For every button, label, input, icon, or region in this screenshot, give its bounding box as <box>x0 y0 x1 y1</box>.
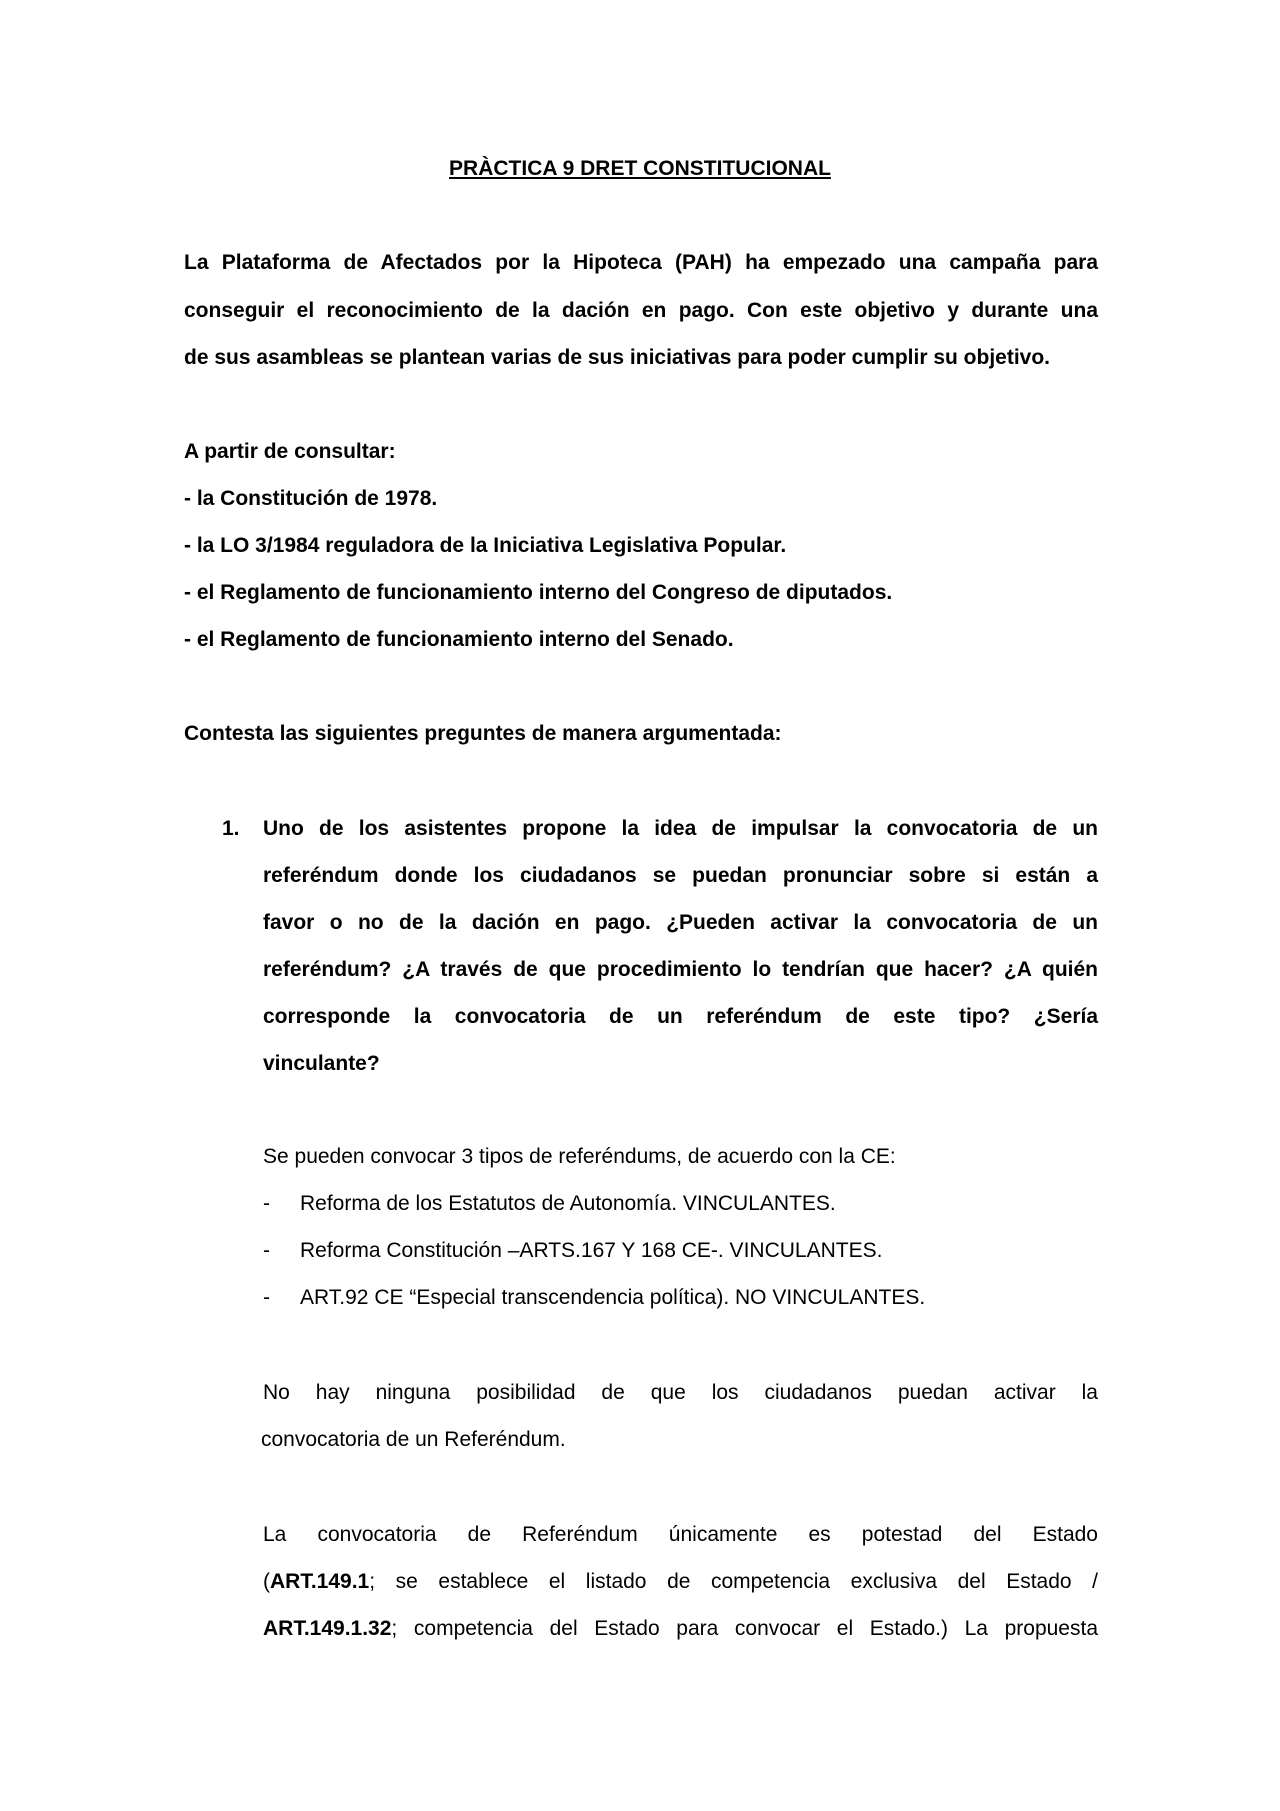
article-ref-text: ; competencia del Estado para convocar el Estado.) La propuesta <box>391 1617 1098 1640</box>
question-line: referéndum? ¿A través de que procedimiento lo tendrían que hacer? ¿A quién <box>263 958 1098 981</box>
question-line: vinculante? <box>263 1052 380 1075</box>
bullet-marker: - <box>263 1192 270 1215</box>
source-item: - el Reglamento de funcionamiento interno del Congreso de diputados. <box>184 581 893 604</box>
intro-line-1: La Plataforma de Afectados por la Hipoteca (PAH) ha empezado una campaña para <box>184 251 1098 274</box>
bullet-marker: - <box>263 1239 270 1262</box>
bullet-item: Reforma de los Estatutos de Autonomía. VINCULANTES. <box>300 1192 836 1215</box>
article-ref: ART.149.1.32 <box>263 1617 392 1640</box>
bullet-item: ART.92 CE “Especial transcendencia política). NO VINCULANTES. <box>300 1286 926 1309</box>
question-line: favor o no de la dación en pago. ¿Pueden activar la convocatoria de un <box>263 911 1098 934</box>
question-number: 1. <box>222 817 240 840</box>
answer-para2-line-3 <box>263 1615 1098 1643</box>
question-line: corresponde la convocatoria de un referéndum de este tipo? ¿Sería <box>263 1005 1098 1028</box>
source-item: - la Constitución de 1978. <box>184 487 438 510</box>
instruction: Contesta las siguientes preguntes de manera argumentada: <box>184 722 782 745</box>
sources-heading: A partir de consultar: <box>184 440 396 463</box>
answer-para2-line-2 <box>263 1568 1098 1596</box>
article-ref-text: ; se establece el listado de competencia exclusiva del Estado / <box>369 1570 1098 1593</box>
bullet-marker: - <box>263 1286 270 1309</box>
document-title: PRÀCTICA 9 DRET CONSTITUCIONAL <box>449 157 831 180</box>
bullet-item: Reforma Constitución –ARTS.167 Y 168 CE-. VINCULANTES. <box>300 1239 883 1262</box>
source-item: - la LO 3/1984 reguladora de la Iniciativa Legislativa Popular. <box>184 534 787 557</box>
intro-line-2: conseguir el reconocimiento de la dación en pago. Con este objetivo y durante una <box>184 299 1098 322</box>
intro-line-3: de sus asambleas se plantean varias de sus iniciativas para poder cumplir su objetivo. <box>184 346 1051 369</box>
answer-para2-line-1: La convocatoria de Referéndum únicamente es potestad del Estado <box>263 1523 1098 1546</box>
answer-intro: Se pueden convocar 3 tipos de referéndums, de acuerdo con la CE: <box>263 1145 896 1168</box>
source-item: - el Reglamento de funcionamiento interno del Senado. <box>184 628 734 651</box>
paren-open: ( <box>263 1570 270 1593</box>
answer-para1-line-2: convocatoria de un Referéndum. <box>261 1428 566 1451</box>
article-ref: ART.149.1 <box>270 1570 370 1593</box>
question-line: referéndum donde los ciudadanos se puedan pronunciar sobre si están a <box>263 864 1098 887</box>
answer-para1-line-1: No hay ninguna posibilidad de que los ciudadanos puedan activar la <box>263 1381 1098 1404</box>
question-line: Uno de los asistentes propone la idea de impulsar la convocatoria de un <box>263 817 1098 840</box>
